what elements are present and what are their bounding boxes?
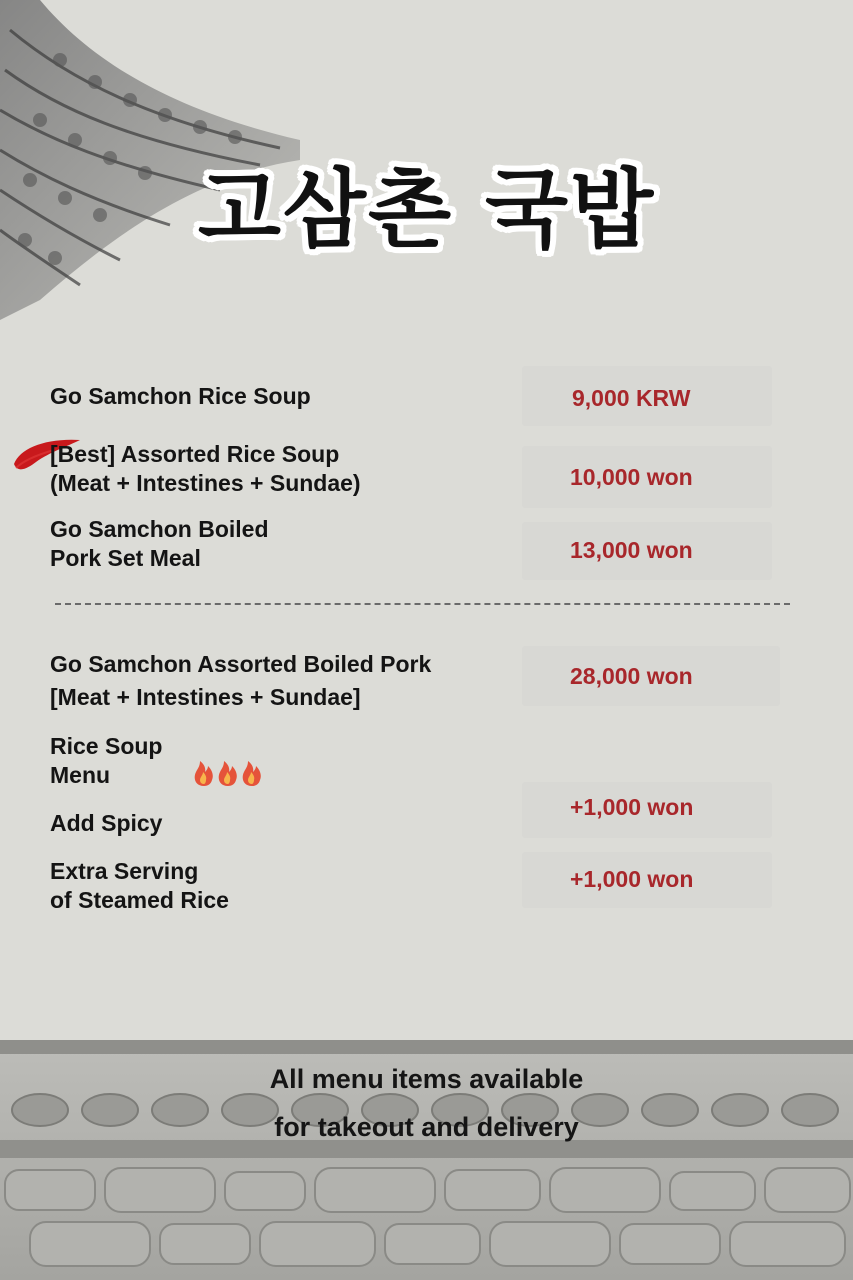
menu-item-price: 28,000 won	[570, 663, 693, 689]
menu-item-price: 9,000 KRW	[572, 385, 691, 411]
fire-icon	[192, 756, 267, 788]
menu-item-name: [Best] Assorted Rice Soup (Meat + Intestines + Sundae)	[50, 441, 361, 496]
takeout-delivery-notice: All menu items available for takeout and delivery	[269, 1064, 584, 1142]
section-divider	[55, 603, 790, 605]
menu-item-name: Add Spicy	[50, 810, 163, 836]
menu-item-name: Go Samchon Rice Soup	[50, 383, 311, 409]
menu-item-price: +1,000 won	[570, 794, 694, 820]
menu-item-price: 10,000 won	[570, 464, 693, 490]
menu-item-name: Go Samchon Boiled Pork Set Meal	[50, 516, 269, 571]
menu-item-price: +1,000 won	[570, 866, 694, 892]
menu-item-name: Go Samchon Assorted Boiled Pork [Meat + Intestines + Sundae]	[50, 651, 432, 710]
menu-section-label: Rice Soup Menu	[50, 733, 163, 788]
menu-item-name: Extra Serving of Steamed Rice	[50, 858, 229, 913]
menu-item-price: 13,000 won	[570, 537, 693, 563]
restaurant-title: 고삼촌 국밥	[197, 160, 656, 260]
